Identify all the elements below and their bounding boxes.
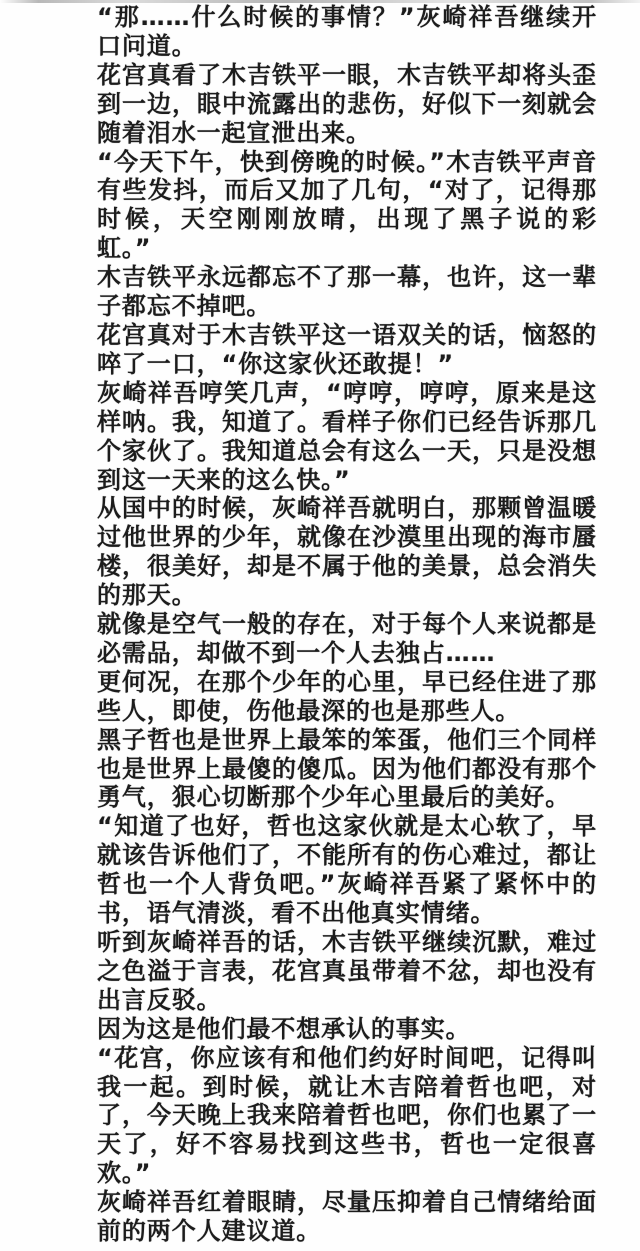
paragraph: 木吉铁平永远都忘不了那一幕，也许，这一辈子都忘不掉吧。 bbox=[97, 263, 597, 321]
paragraph: 灰崎祥吾哼笑几声，“哼哼，哼哼，原来是这样呐。我，知道了。看样子你们已经告诉那几个家伙了。我知道总会有这么一天，只是没想到这一天来的这么快。” bbox=[97, 378, 597, 494]
paragraph: “那……什么时候的事情？”灰崎祥吾继续开口问道。 bbox=[97, 3, 597, 60]
paragraph: 更何况，在那个少年的心里，早已经住进了那些人，即使，伤他最深的也是那些人。 bbox=[97, 667, 597, 725]
paragraph: 听到灰崎祥吾的话，木吉铁平继续沉默，难过之色溢于言表，花宫真虽带着不忿，却也没有出言反驳。 bbox=[97, 928, 597, 1014]
paragraph: 花宫真看了木吉铁平一眼，木吉铁平却将头歪到一边，眼中流露出的悲伤，好似下一刻就会随着泪水一起宣泄出来。 bbox=[97, 60, 597, 147]
paragraph: 就像是空气一般的存在，对于每个人来说都是必需品，却做不到一个人去独占…… bbox=[97, 610, 597, 667]
paragraph: 灰崎祥吾红着眼睛，尽量压抑着自己情绪给面前的两个人建议道。 bbox=[97, 1188, 597, 1246]
paragraph: “花宫，你应该有和他们约好时间吧，记得叫我一起。到时候，就让木吉陪着哲也吧，对了，今天晚上我来陪着哲也吧，你们也累了一天了，好不容易找到这些书，哲也一定很喜欢。” bbox=[97, 1043, 597, 1188]
paragraph: “知道了也好，哲也这家伙就是太心软了，早就该告诉他们了，不能所有的伤心难过，都让哲也一个人背负吧。”灰崎祥吾紧了紧怀中的书，语气清淡，看不出他真实情绪。 bbox=[97, 812, 597, 928]
paragraph: 从国中的时候，灰崎祥吾就明白，那颗曾温暖过他世界的少年，就像在沙漠里出现的海市蜃楼，很美好，却是不属于他的美景，总会消失的那天。 bbox=[97, 494, 597, 610]
paragraph: 黑子哲也是世界上最笨的笨蛋，他们三个同样也是世界上最傻的傻瓜。因为他们都没有那个勇气，狠心切断那个少年心里最后的美好。 bbox=[97, 725, 597, 812]
paragraph: 因为这是他们最不想承认的事实。 bbox=[97, 1014, 471, 1043]
paragraph: 花宫真对于木吉铁平这一语双关的话，恼怒的啐了一口，“你这家伙还敢提！” bbox=[97, 320, 597, 378]
paragraph: “今天下午，快到傍晚的时候。”木吉铁平声音有些发抖，而后又加了几句，“对了，记得那时候，天空刚刚放晴，出现了黑子说的彩虹。” bbox=[97, 147, 597, 263]
novel-text bbox=[97, 3, 597, 1246]
